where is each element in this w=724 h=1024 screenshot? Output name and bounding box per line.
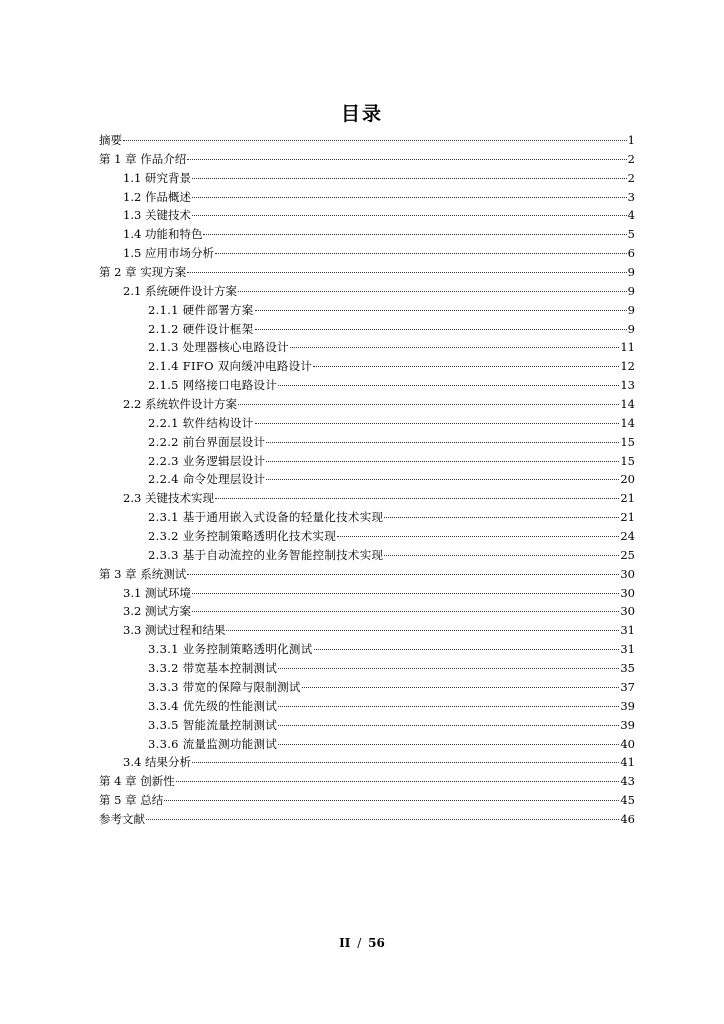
toc-dot-leader: [238, 404, 619, 405]
toc-entry-label: 2.2.4 命令处理层设计: [148, 472, 266, 487]
toc-entry-label: 3.3.5 智能流量控制测试: [148, 717, 278, 732]
toc-entry[interactable]: [99, 433, 635, 452]
toc-entry-page-number: 46: [620, 811, 635, 826]
toc-entry[interactable]: [99, 301, 635, 320]
toc-entry[interactable]: [99, 678, 635, 697]
toc-entry-page-number: 39: [620, 717, 635, 732]
toc-entry-label: 1.5 应用市场分析: [123, 246, 214, 261]
toc-entry-page-number: 12: [620, 359, 635, 374]
toc-entry-page-number: 2: [627, 151, 635, 166]
toc-dot-leader: [290, 347, 619, 348]
toc-entry-label: 2.3.1 基于通用嵌入式设备的轻量化技术实现: [148, 510, 384, 525]
toc-entry[interactable]: [99, 735, 635, 754]
toc-entry-label: 3.3.1 业务控制策略透明化测试: [148, 642, 313, 657]
toc-dot-leader: [337, 536, 619, 537]
toc-dot-leader: [226, 630, 619, 631]
current-page-number: II: [339, 936, 351, 950]
toc-entry-page-number: 9: [627, 283, 635, 298]
toc-entry[interactable]: [99, 584, 635, 603]
toc-entry-label: 参考文献: [99, 811, 145, 826]
toc-dot-leader: [187, 159, 626, 160]
toc-dot-leader: [192, 197, 627, 198]
toc-entry[interactable]: [99, 169, 635, 188]
toc-entry-page-number: 20: [620, 472, 635, 487]
toc-dot-leader: [187, 272, 626, 273]
toc-dot-leader: [192, 593, 619, 594]
toc-entry-page-number: 15: [620, 434, 635, 449]
toc-entry[interactable]: [99, 508, 635, 527]
toc-entry-page-number: 14: [620, 415, 635, 430]
toc-entry-label: 3.3.4 优先级的性能测试: [148, 698, 278, 713]
toc-entry-page-number: 3: [627, 189, 635, 204]
toc-entry-label: 2.1.5 网络接口电路设计: [148, 378, 278, 393]
toc-entry-page-number: 25: [620, 547, 635, 562]
toc-entry[interactable]: [99, 244, 635, 263]
toc-entry-label: 3.3.6 流量监测功能测试: [148, 736, 278, 751]
toc-entry-page-number: 4: [627, 208, 635, 223]
toc-entry-page-number: 39: [620, 698, 635, 713]
toc-entry-label: 3.1 测试环境: [123, 585, 191, 600]
toc-entry[interactable]: [99, 452, 635, 471]
toc-entry[interactable]: [99, 225, 635, 244]
toc-entry-label: 1.3 关键技术: [123, 208, 191, 223]
toc-entry-label: 2.2.1 软件结构设计: [148, 415, 254, 430]
toc-dot-leader: [266, 461, 619, 462]
toc-entry[interactable]: [99, 716, 635, 735]
toc-dot-leader: [215, 498, 619, 499]
toc-entry-page-number: 43: [620, 774, 635, 789]
toc-entry-label: 2.1.1 硬件部署方案: [148, 302, 254, 317]
toc-entry-label: 1.4 功能和特色: [123, 227, 203, 242]
toc-entry[interactable]: [99, 489, 635, 508]
toc-title: 目录: [340, 103, 383, 125]
toc-dot-leader: [384, 555, 619, 556]
toc-dot-leader: [266, 479, 619, 480]
toc-entry-page-number: 45: [620, 793, 635, 808]
toc-entry[interactable]: [99, 206, 635, 225]
toc-entry-label: 2.3 关键技术实现: [123, 491, 214, 506]
toc-dot-leader: [266, 442, 619, 443]
toc-entry-page-number: 14: [620, 397, 635, 412]
toc-entry[interactable]: [99, 640, 635, 659]
toc-entry[interactable]: [99, 546, 635, 565]
toc-entry[interactable]: [99, 263, 635, 282]
toc-entry-label: 第 3 章 系统测试: [99, 566, 187, 581]
toc-entry-label: 3.3 测试过程和结果: [123, 623, 226, 638]
toc-entry-label: 3.2 测试方案: [123, 604, 191, 619]
toc-entry[interactable]: [99, 150, 635, 169]
toc-entry-page-number: 15: [620, 453, 635, 468]
toc-entry[interactable]: [99, 188, 635, 207]
toc-dot-leader: [146, 819, 619, 820]
toc-entry-page-number: 9: [627, 321, 635, 336]
toc-entry-page-number: 37: [620, 679, 635, 694]
toc-dot-leader: [314, 649, 620, 650]
toc-entry-page-number: 31: [620, 623, 635, 638]
toc-dot-leader: [176, 781, 620, 782]
toc-entry-label: 第 4 章 创新性: [99, 774, 175, 789]
toc-entry-label: 第 2 章 实现方案: [99, 265, 187, 280]
toc-dot-leader: [278, 706, 619, 707]
toc-entry-page-number: 13: [620, 378, 635, 393]
toc-entry[interactable]: [99, 565, 635, 584]
toc-entry[interactable]: [99, 395, 635, 414]
toc-entry-label: 1.2 作品概述: [123, 189, 191, 204]
toc-entry-label: 3.4 结果分析: [123, 755, 191, 770]
toc-dot-leader: [203, 234, 626, 235]
toc-entry-page-number: 5: [627, 227, 635, 242]
toc-entry[interactable]: [99, 414, 635, 433]
toc-dot-leader: [255, 310, 627, 311]
toc-entry-page-number: 2: [627, 170, 635, 185]
toc-dot-leader: [192, 762, 619, 763]
toc-entry-label: 2.1.4 FIFO 双向缓冲电路设计: [148, 359, 313, 374]
toc-entry-label: 摘要: [99, 133, 122, 147]
total-page-count: 56: [368, 936, 385, 950]
toc-entry[interactable]: [99, 357, 635, 376]
toc-entry-label: 第 5 章 总结: [99, 793, 164, 808]
toc-dot-leader: [255, 329, 627, 330]
toc-entry-label: 2.1.2 硬件设计框架: [148, 321, 254, 336]
page-footer: [0, 934, 724, 952]
toc-dot-leader: [238, 291, 627, 292]
toc-entry-label: 2.2 系统软件设计方案: [123, 397, 237, 412]
toc-entry-page-number: 1: [627, 133, 635, 147]
toc-entry-label: 3.3.2 带宽基本控制测试: [148, 661, 278, 676]
toc-entry[interactable]: [99, 338, 635, 357]
toc-entry-page-number: 40: [620, 736, 635, 751]
toc-dot-leader: [123, 140, 627, 141]
toc-entry[interactable]: [99, 527, 635, 546]
toc-entry-label: 2.2.3 业务逻辑层设计: [148, 453, 266, 468]
toc-dot-leader: [215, 253, 627, 254]
toc-entry[interactable]: [99, 282, 635, 301]
toc-entry-page-number: 11: [620, 340, 635, 355]
toc-entry-label: 2.3.2 业务控制策略透明化技术实现: [148, 529, 337, 544]
toc-entry-page-number: 30: [620, 585, 635, 600]
toc-dot-leader: [164, 800, 619, 801]
toc-entry-page-number: 21: [620, 510, 635, 525]
toc-entry-page-number: 24: [620, 529, 635, 544]
toc-entry[interactable]: [99, 810, 635, 829]
toc-entry-label: 2.2.2 前台界面层设计: [148, 434, 266, 449]
toc-entry-page-number: 30: [620, 604, 635, 619]
toc-entry-label: 2.1.3 处理器核心电路设计: [148, 340, 289, 355]
toc-dot-leader: [192, 178, 627, 179]
toc-entry-page-number: 9: [627, 302, 635, 317]
toc-entry[interactable]: [99, 659, 635, 678]
toc-entry[interactable]: [99, 772, 635, 791]
toc-dot-leader: [278, 385, 619, 386]
toc-dot-leader: [313, 366, 619, 367]
toc-dot-leader: [187, 574, 619, 575]
toc-dot-leader: [278, 668, 619, 669]
toc-entry[interactable]: [99, 791, 635, 810]
toc-entry-page-number: 35: [620, 661, 635, 676]
toc-dot-leader: [278, 744, 619, 745]
toc-dot-leader: [278, 725, 619, 726]
page-separator: /: [357, 936, 362, 950]
toc-entry[interactable]: [99, 376, 635, 395]
toc-entry-label: 2.1 系统硬件设计方案: [123, 283, 237, 298]
toc-entry-page-number: 9: [627, 265, 635, 280]
toc-entry-label: 第 1 章 作品介绍: [99, 151, 187, 166]
toc-entry-label: 1.1 研究背景: [123, 170, 191, 185]
toc-dot-leader: [192, 215, 627, 216]
toc-entry-page-number: 6: [627, 246, 635, 261]
toc-entry-page-number: 31: [620, 642, 635, 657]
toc-dot-leader: [302, 687, 620, 688]
toc-entry[interactable]: [99, 470, 635, 489]
toc-entry[interactable]: [99, 602, 635, 621]
toc-entry-page-number: 21: [620, 491, 635, 506]
toc-dot-leader: [384, 517, 619, 518]
toc-entry-label: 3.3.3 带宽的保障与限制测试: [148, 679, 301, 694]
toc-dot-leader: [255, 423, 620, 424]
toc-entry[interactable]: [99, 753, 635, 772]
toc-entry-page-number: 41: [620, 755, 635, 770]
toc-dot-leader: [192, 611, 619, 612]
toc-entry[interactable]: [99, 621, 635, 640]
toc-entry-label: 2.3.3 基于自动流控的业务智能控制技术实现: [148, 547, 384, 562]
toc-entry-page-number: 30: [620, 566, 635, 581]
toc-entry[interactable]: [99, 320, 635, 339]
toc-entry[interactable]: [99, 697, 635, 716]
toc-list: [99, 131, 635, 829]
toc-entry[interactable]: [99, 131, 635, 150]
